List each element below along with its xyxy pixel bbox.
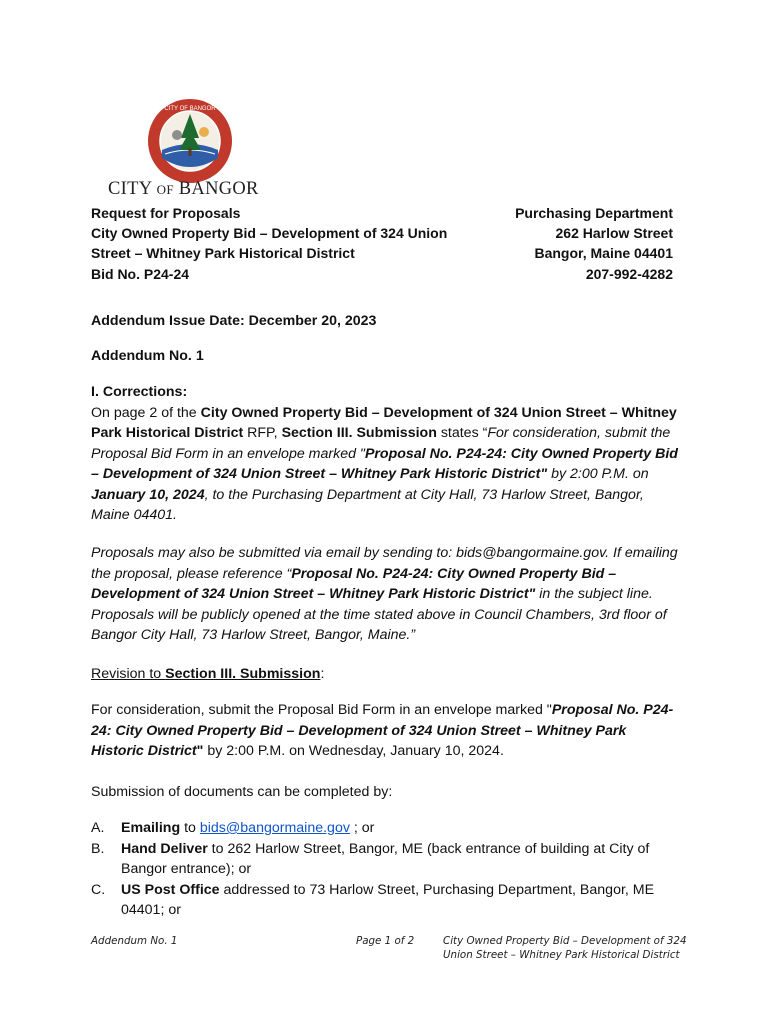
rfp-title-line2: Street – Whitney Park Historical District xyxy=(91,245,355,262)
street-address: 262 Harlow Street xyxy=(555,225,673,242)
bids-email-link[interactable]: bids@bangormaine.gov xyxy=(199,820,350,836)
city-state-zip: Bangor, Maine 04401 xyxy=(534,245,673,262)
submission-methods-list xyxy=(91,818,681,921)
department-address xyxy=(473,203,673,284)
department-name: Purchasing Department xyxy=(515,205,673,221)
phone-number: 207-992-4282 xyxy=(585,265,673,282)
rfp-header xyxy=(91,203,491,284)
rfp-title-line1: City Owned Property Bid – Development of 324 Union xyxy=(91,225,448,242)
corrections-heading: I. Corrections: xyxy=(91,384,188,400)
list-item: C. US Post Office addressed to 73 Harlow Street, Purchasing Department, Bangor, ME 04401; or xyxy=(91,881,655,918)
bid-number: Bid No. P24-24 xyxy=(91,265,190,282)
corrections-paragraph-2: Proposals may also be submitted via email by sending to: bids@bangormaine.gov. If emailing the proposal, please reference “Proposal No. P24-24: City Owned Property Bid – Development of 324 Union Street – Whitney Park Historic District" in the subject line. Proposals will be publicly opened at the time stated above in Council Chambers, 3rd floor of Bangor City Hall, 73 Harlow Street, Bangor, Maine.” xyxy=(91,545,678,643)
footer-page-number: Page 1 of 2 xyxy=(356,935,415,947)
addendum-issue-date: Addendum Issue Date: December 20, 2023 xyxy=(91,313,377,329)
rfp-type: Request for Proposals xyxy=(91,205,241,221)
corrections-paragraph-1: On page 2 of the City Owned Property Bid – Development of 324 Union Street – Whitney Park Historical District RFP, Section III. Submission states “For consideration, submit the Proposal Bid Form in an envelope marked "Proposal No. P24-24: City Owned Property Bid – Development of 324 Union Street – Whitney Park Historic District" by 2:00 P.M. on January 10, 2024, to the Purchasing Department at City Hall, 73 Harlow Street, Bangor, Maine 04401. xyxy=(91,404,678,523)
city-seal-logo xyxy=(147,98,233,184)
revision-heading: Revision to Section III. Submission: xyxy=(91,666,325,682)
svg-text:CITY OF BANGOR: CITY OF BANGOR xyxy=(164,106,216,112)
list-item: A. Emailing to bids@bangormaine.gov ; or xyxy=(91,820,375,836)
addendum-number: Addendum No. 1 xyxy=(91,348,204,364)
footer-title: City Owned Property Bid – Development of 324 Union Street – Whitney Park Historical District xyxy=(443,935,687,961)
list-item: B. Hand Deliver to 262 Harlow Street, Bangor, ME (back entrance of building at City of Bangor entrance); or xyxy=(91,840,650,877)
city-of-bangor-wordmark: CITY OF BANGOR xyxy=(108,179,259,199)
submission-intro: Submission of documents can be completed by: xyxy=(91,784,393,800)
corrections-section xyxy=(91,382,681,526)
footer-addendum: Addendum No. 1 xyxy=(91,935,178,947)
revision-paragraph: For consideration, submit the Proposal Bid Form in an envelope marked "Proposal No. P24-24: City Owned Property Bid – Development of 324 Union Street – Whitney Park Historic District" by 2:00 P.M. on Wednesday, January 10, 2024. xyxy=(91,702,674,759)
